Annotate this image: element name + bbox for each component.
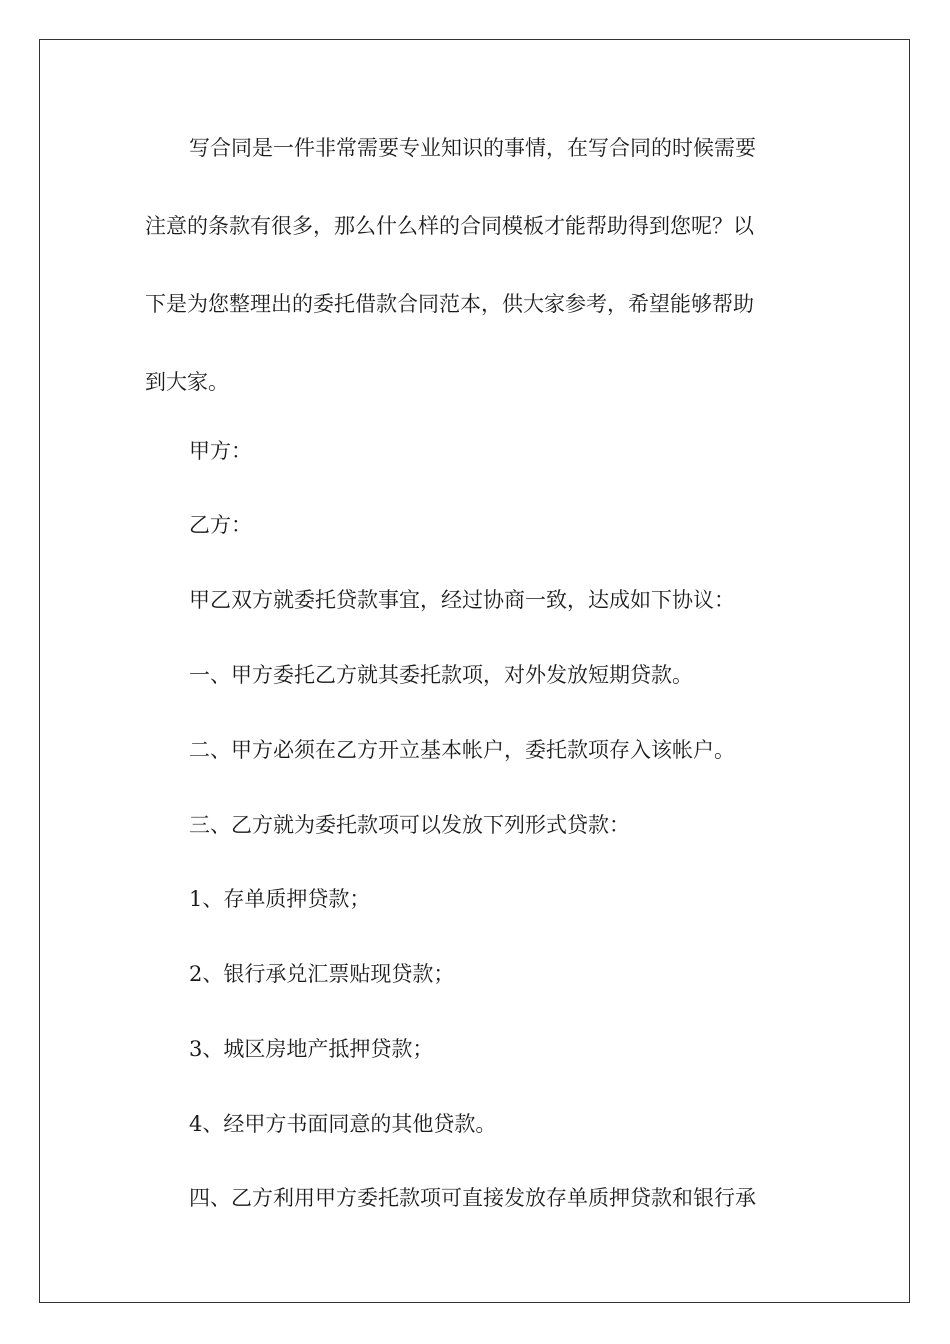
loan-type-4: 4、经甲方书面同意的其他贷款。	[189, 1112, 497, 1136]
loan-type-1: 1、存单质押贷款；	[189, 887, 371, 911]
loan-type-3: 3、城区房地产抵押贷款；	[189, 1037, 434, 1061]
clause-3: 三、乙方就为委托款项可以发放下列形式贷款：	[189, 813, 630, 837]
party-b-label: 乙方：	[189, 513, 252, 537]
clause-2: 二、甲方必须在乙方开立基本帐户，委托款项存入该帐户。	[189, 738, 735, 762]
agreement-intro: 甲乙双方就委托贷款事宜，经过协商一致，达成如下协议：	[189, 588, 735, 612]
loan-type-2: 2、银行承兑汇票贴现贷款；	[189, 962, 455, 986]
party-a-label: 甲方：	[189, 439, 252, 463]
clause-4-start: 四、乙方利用甲方委托款项可直接发放存单质押贷款和银行承	[189, 1186, 756, 1210]
intro-line-2: 注意的条款有很多，那么什么样的合同模板才能帮助得到您呢？以	[145, 214, 754, 238]
clause-1: 一、甲方委托乙方就其委托款项，对外发放短期贷款。	[189, 663, 693, 687]
intro-line-4: 到大家。	[145, 370, 229, 394]
intro-line-3: 下是为您整理出的委托借款合同范本，供大家参考，希望能够帮助	[145, 292, 754, 316]
intro-line-1: 写合同是一件非常需要专业知识的事情，在写合同的时候需要	[189, 136, 756, 160]
